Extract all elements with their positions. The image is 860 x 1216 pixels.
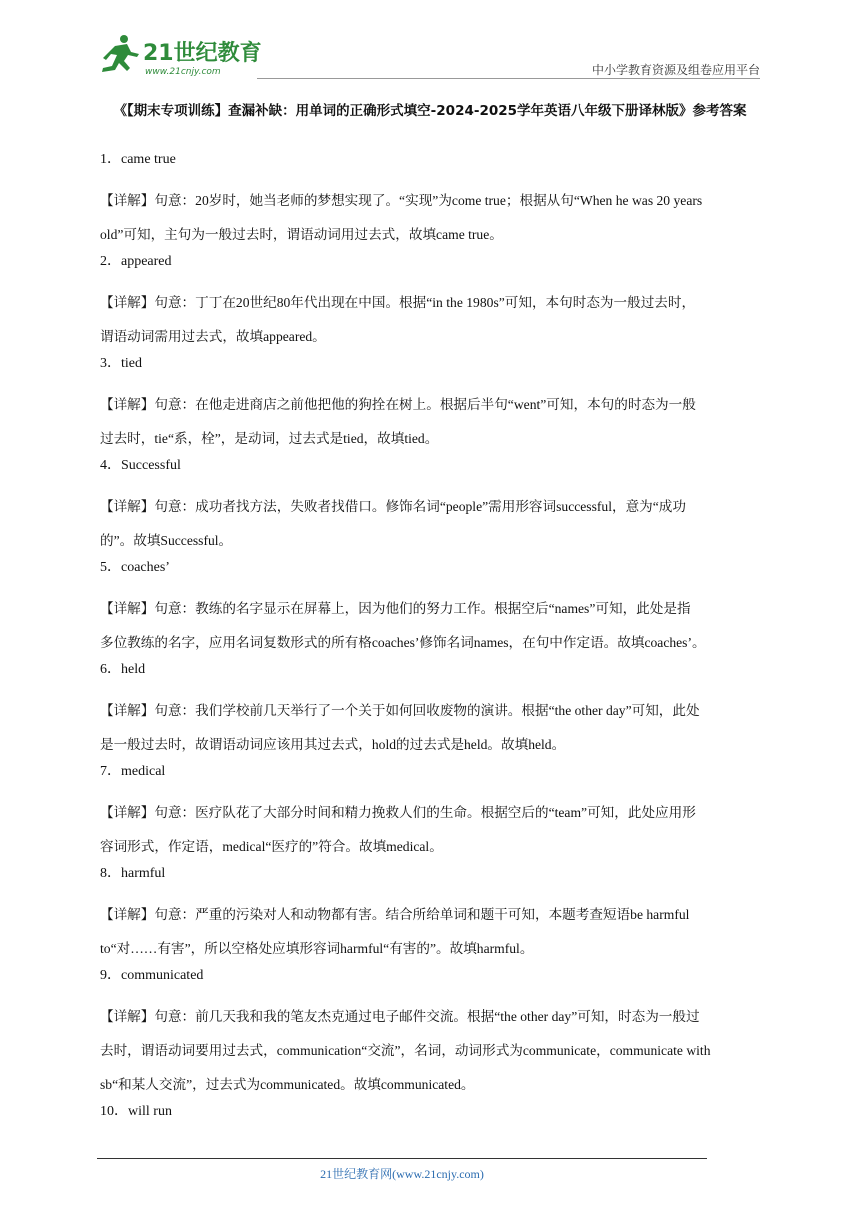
header-divider — [257, 78, 760, 79]
logo-text: 21世纪教育 — [143, 41, 262, 66]
answer-label: 7．medical — [100, 764, 166, 779]
answer-explanation — [100, 490, 762, 558]
explanation-line: 容词形式，作定语，medical“医疗的”符合。故填medical。 — [100, 839, 443, 854]
explanation-line: 【详解】句意：前几天我和我的笔友杰克通过电子邮件交流。根据“the other day”可知，时态为一般过 — [100, 1009, 700, 1024]
answer-item — [100, 1102, 762, 1136]
explanation-line: 【详解】句意：医疗队花了大部分时间和精力挽救人们的生命。根据空后的“team”可知，此处应用形 — [100, 805, 696, 820]
explanation-line: 过去时，tie“系，栓”，是动词，过去式是tied，故填tied。 — [100, 431, 439, 446]
answer-explanation — [100, 592, 762, 660]
logo — [97, 30, 267, 80]
answer-explanation — [100, 388, 762, 456]
answer-item — [100, 762, 762, 864]
answer-label: 1．came true — [100, 152, 176, 167]
answer-item — [100, 456, 762, 558]
answer-label: 9．communicated — [100, 968, 204, 983]
explanation-line: 【详解】句意：严重的污染对人和动物都有害。结合所给单词和题干可知，本题考查短语be harmful — [100, 907, 690, 922]
logo-url: www.21cnjy.com — [145, 67, 221, 77]
page-header — [97, 30, 760, 80]
explanation-line: 【详解】句意：20岁时，她当老师的梦想实现了。“实现”为come true；根据从句“When he was 20 years — [100, 193, 703, 208]
answer-explanation — [100, 898, 762, 966]
explanation-line: 的”。故填Successful。 — [100, 533, 233, 548]
footer-link[interactable]: 21世纪教育网(www.21cnjy.com) — [320, 1167, 484, 1181]
answer-label: 2．appeared — [100, 254, 172, 269]
runner-icon — [102, 35, 139, 72]
explanation-line: 【详解】句意：教练的名字显示在屏幕上，因为他们的努力工作。根据空后“names”可知，此处是指 — [100, 601, 691, 616]
answer-label: 10．will run — [100, 1104, 172, 1119]
answer-explanation — [100, 1000, 762, 1102]
platform-name: 中小学教育资源及组卷应用平台 — [591, 63, 760, 77]
answer-explanation — [100, 694, 762, 762]
footer-divider — [97, 1158, 707, 1159]
answer-label: 3．tied — [100, 356, 142, 371]
explanation-line: 多位教练的名字，应用名词复数形式的所有格coaches’修饰名词names，在句中作定语。故填coaches’。 — [100, 635, 706, 650]
explanation-line: 是一般过去时，故谓语动词应该用其过去式，hold的过去式是held。故填held。 — [100, 737, 566, 752]
explanation-line: 【详解】句意：成功者找方法，失败者找借口。修饰名词“people”需用形容词successful，意为“成功 — [100, 499, 686, 514]
answer-label: 8．harmful — [100, 866, 166, 881]
answer-explanation — [100, 184, 762, 252]
answer-item — [100, 966, 762, 1102]
answer-item — [100, 354, 762, 456]
answer-label: 4．Successful — [100, 458, 181, 473]
explanation-line: 去时，谓语动词要用过去式，communication“交流”，名词，动词形式为communicate，communicate with — [100, 1043, 711, 1058]
answer-item — [100, 558, 762, 660]
answer-label: 5．coaches’ — [100, 560, 170, 575]
answer-explanation — [100, 286, 762, 354]
explanation-line: 谓语动词需用过去式，故填appeared。 — [100, 329, 326, 344]
answer-list — [100, 150, 762, 1136]
explanation-line: 【详解】句意：丁丁在20世纪80年代出现在中国。根据“in the 1980s”可知，本句时态为一般过去时， — [100, 295, 696, 310]
explanation-line: sb“和某人交流”，过去式为communicated。故填communicated。 — [100, 1077, 475, 1092]
answer-item — [100, 864, 762, 966]
page-title: 《【期末专项训练】查漏补缺：用单词的正确形式填空-2024-2025学年英语八年级下册译林版》参考答案 — [113, 103, 747, 119]
explanation-line: 【详解】句意：我们学校前几天举行了一个关于如何回收废物的演讲。根据“the other day”可知，此处 — [100, 703, 700, 718]
answer-explanation — [100, 796, 762, 864]
answer-label: 6．held — [100, 662, 146, 677]
answer-item — [100, 660, 762, 762]
explanation-line: to“对……有害”，所以空格处应填形容词harmful“有害的”。故填harmful。 — [100, 941, 534, 956]
answer-item — [100, 252, 762, 354]
answer-item — [100, 150, 762, 252]
explanation-line: old”可知，主句为一般过去时，谓语动词用过去式，故填came true。 — [100, 227, 503, 242]
explanation-line: 【详解】句意：在他走进商店之前他把他的狗拴在树上。根据后半句“went”可知，本句的时态为一般 — [100, 397, 696, 412]
